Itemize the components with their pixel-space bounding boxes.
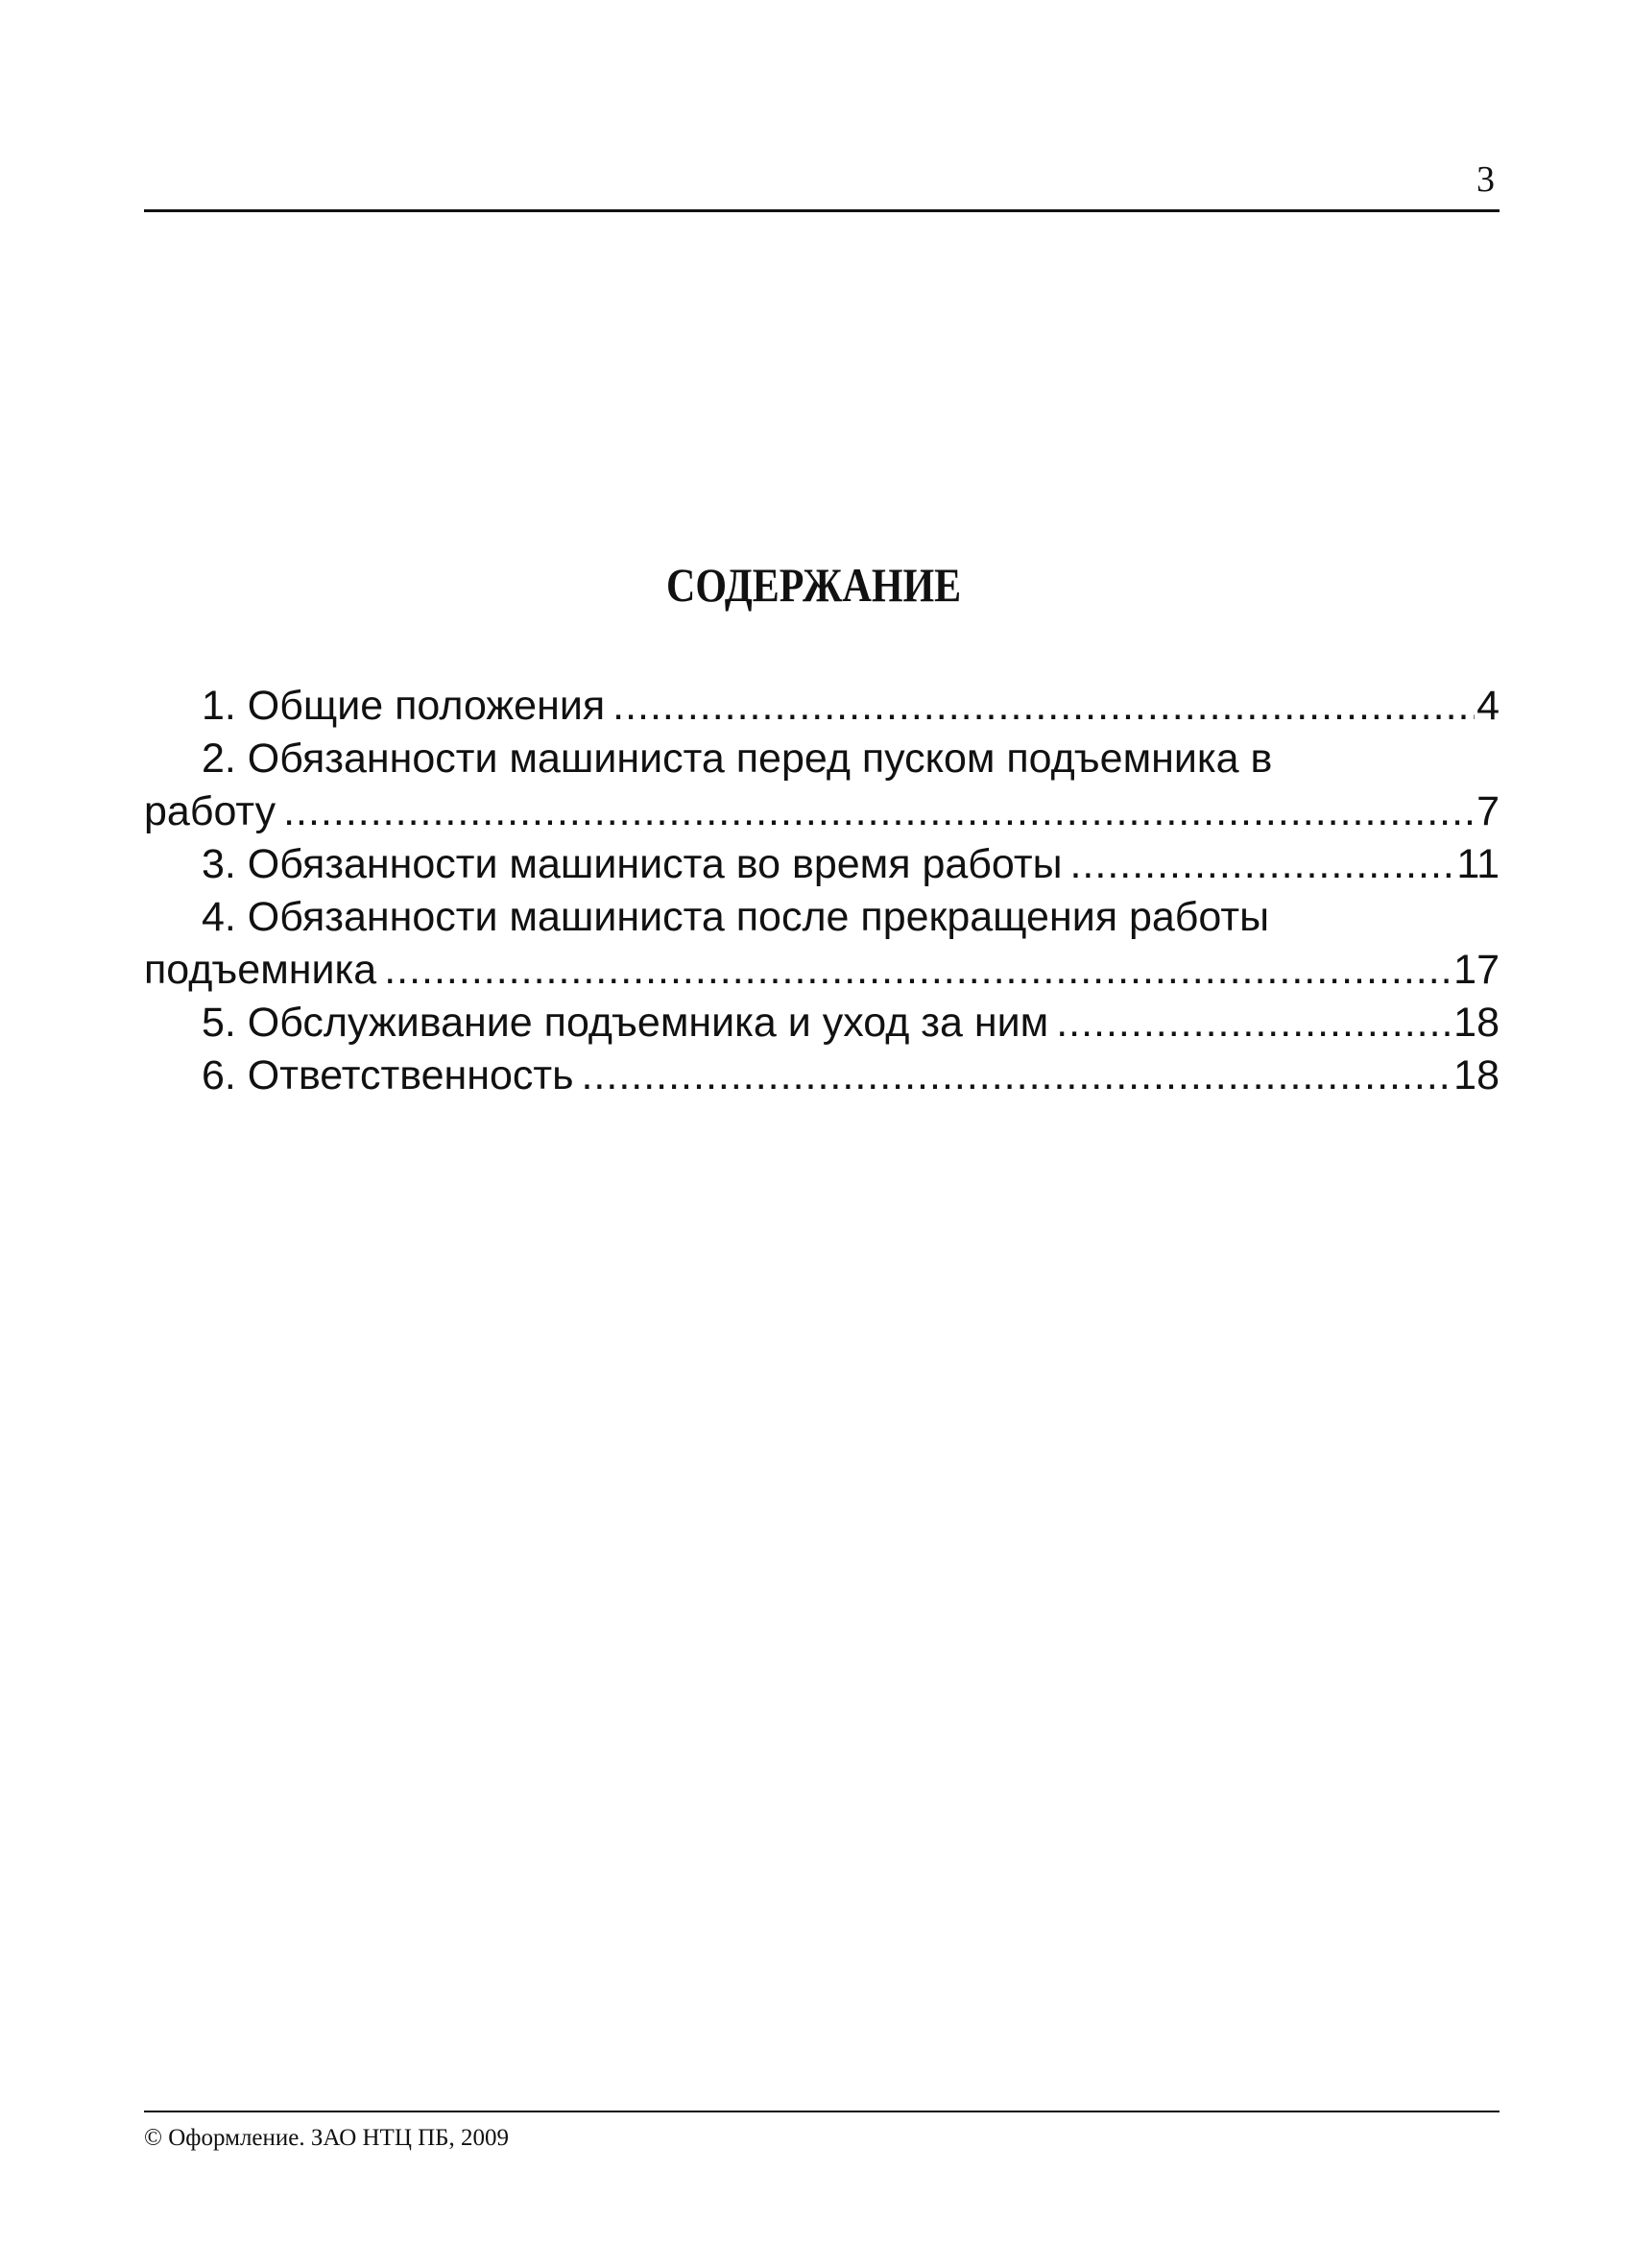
- toc-entry-maintenance[interactable]: [144, 997, 1500, 1050]
- toc-entry-page: 18: [1453, 1052, 1500, 1098]
- toc-entry-duties-before-start-cont[interactable]: [144, 785, 1500, 838]
- toc-entry-page: 11: [1456, 841, 1500, 887]
- toc-entry-text: подъемника: [144, 947, 377, 993]
- toc-entry-general-provisions[interactable]: [144, 680, 1500, 733]
- toc-entry-page: 7: [1476, 788, 1500, 834]
- toc-leader-dots: [283, 785, 1475, 838]
- toc-entry-page: 17: [1453, 947, 1500, 993]
- toc-title: СОДЕРЖАНИЕ: [665, 558, 962, 612]
- toc-entry-text: 3. Обязанности машиниста во время работы: [202, 841, 1063, 887]
- toc-entry-text: 2. Обязанности машиниста перед пуском подъемника в: [202, 736, 1273, 782]
- toc-entry-responsibility[interactable]: [144, 1050, 1500, 1102]
- toc-entry-text: работу: [144, 788, 276, 834]
- toc-entry-page: 4: [1476, 683, 1500, 729]
- toc-entry-text: 1. Общие положения: [202, 683, 606, 729]
- page-number: 3: [1476, 159, 1495, 200]
- toc-entry-text: 4. Обязанности машиниста после прекращения работы: [202, 894, 1269, 940]
- toc-leader-dots: [612, 680, 1475, 733]
- toc-entry-duties-after-stop[interactable]: [144, 891, 1500, 944]
- toc-leader-dots: [384, 944, 1452, 997]
- toc-entry-duties-before-start[interactable]: [144, 733, 1500, 785]
- toc-entry-text: 6. Ответственность: [202, 1052, 574, 1098]
- toc-entry-page: 18: [1453, 1000, 1500, 1046]
- table-of-contents: [144, 680, 1500, 1102]
- toc-leader-dots: [581, 1050, 1452, 1102]
- toc-entry-duties-after-stop-cont[interactable]: [144, 944, 1500, 997]
- footer-copyright: © Оформление. ЗАО НТЦ ПБ, 2009: [144, 2125, 510, 2151]
- toc-leader-dots: [1069, 838, 1454, 891]
- toc-entry-duties-during-work[interactable]: [144, 838, 1500, 891]
- header-rule: [144, 209, 1500, 212]
- toc-leader-dots: [1056, 997, 1452, 1050]
- footer-rule: [144, 2111, 1500, 2112]
- toc-entry-text: 5. Обслуживание подъемника и уход за ним: [202, 1000, 1049, 1046]
